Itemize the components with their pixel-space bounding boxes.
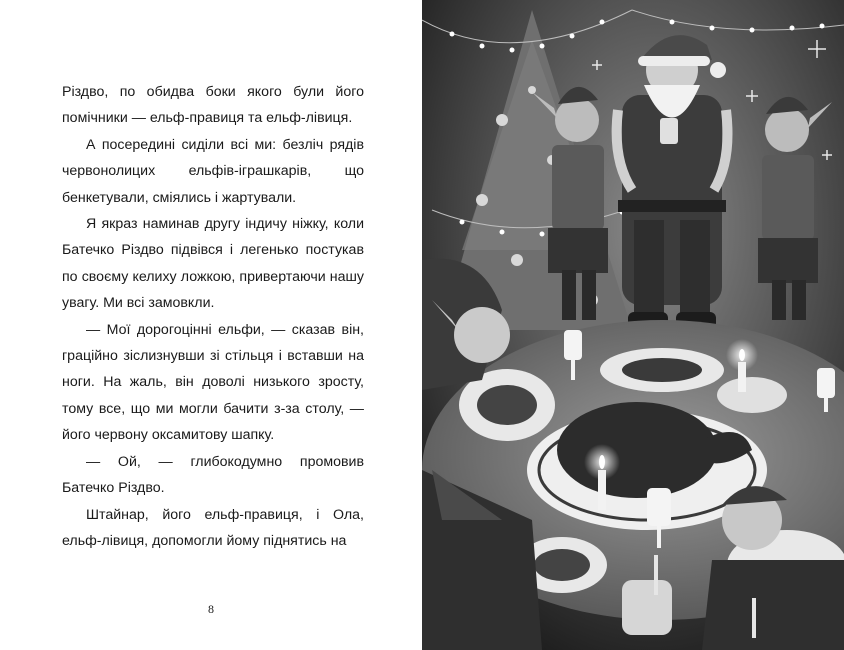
paragraph-2: А посередині сиділи всі ми: безліч рядів червонолицих ельфів-іграшкарів, що бенкетували, сміялись і жартували. (62, 136, 364, 206)
paragraph-4: — Мої дорогоцінні ельфи, — сказав він, граційно зіслизнувши зі стільця і вставши на ноги. На жаль, він доволі низького зросту, тому все, що ми могли бачити з-за столу, — його червону оксамитову шапку. (62, 321, 364, 444)
paragraph-5: — Ой, — глибокодумно промовив Батечко Різдво. (62, 453, 364, 497)
page-number: 8 (208, 602, 214, 616)
feast-illustration (422, 0, 844, 650)
illustration-page (422, 0, 844, 650)
paragraph-3: Я якраз наминав другу індичу ніжку, коли Батечко Різдво підвівся і легенько постукав по своєму келиху ложкою, привертаючи нашу увагу. Ми всі замовкли. (62, 216, 364, 312)
paragraph-6: Штайнар, його ельф-правиця, і Ола, ельф-лівиця, допомогли йому піднятись на (62, 506, 364, 549)
body-text (62, 79, 364, 554)
paragraph-1: Різдво, по обидва боки якого були його помічники — ельф-правиця та ельф-лівиця. (62, 84, 364, 127)
